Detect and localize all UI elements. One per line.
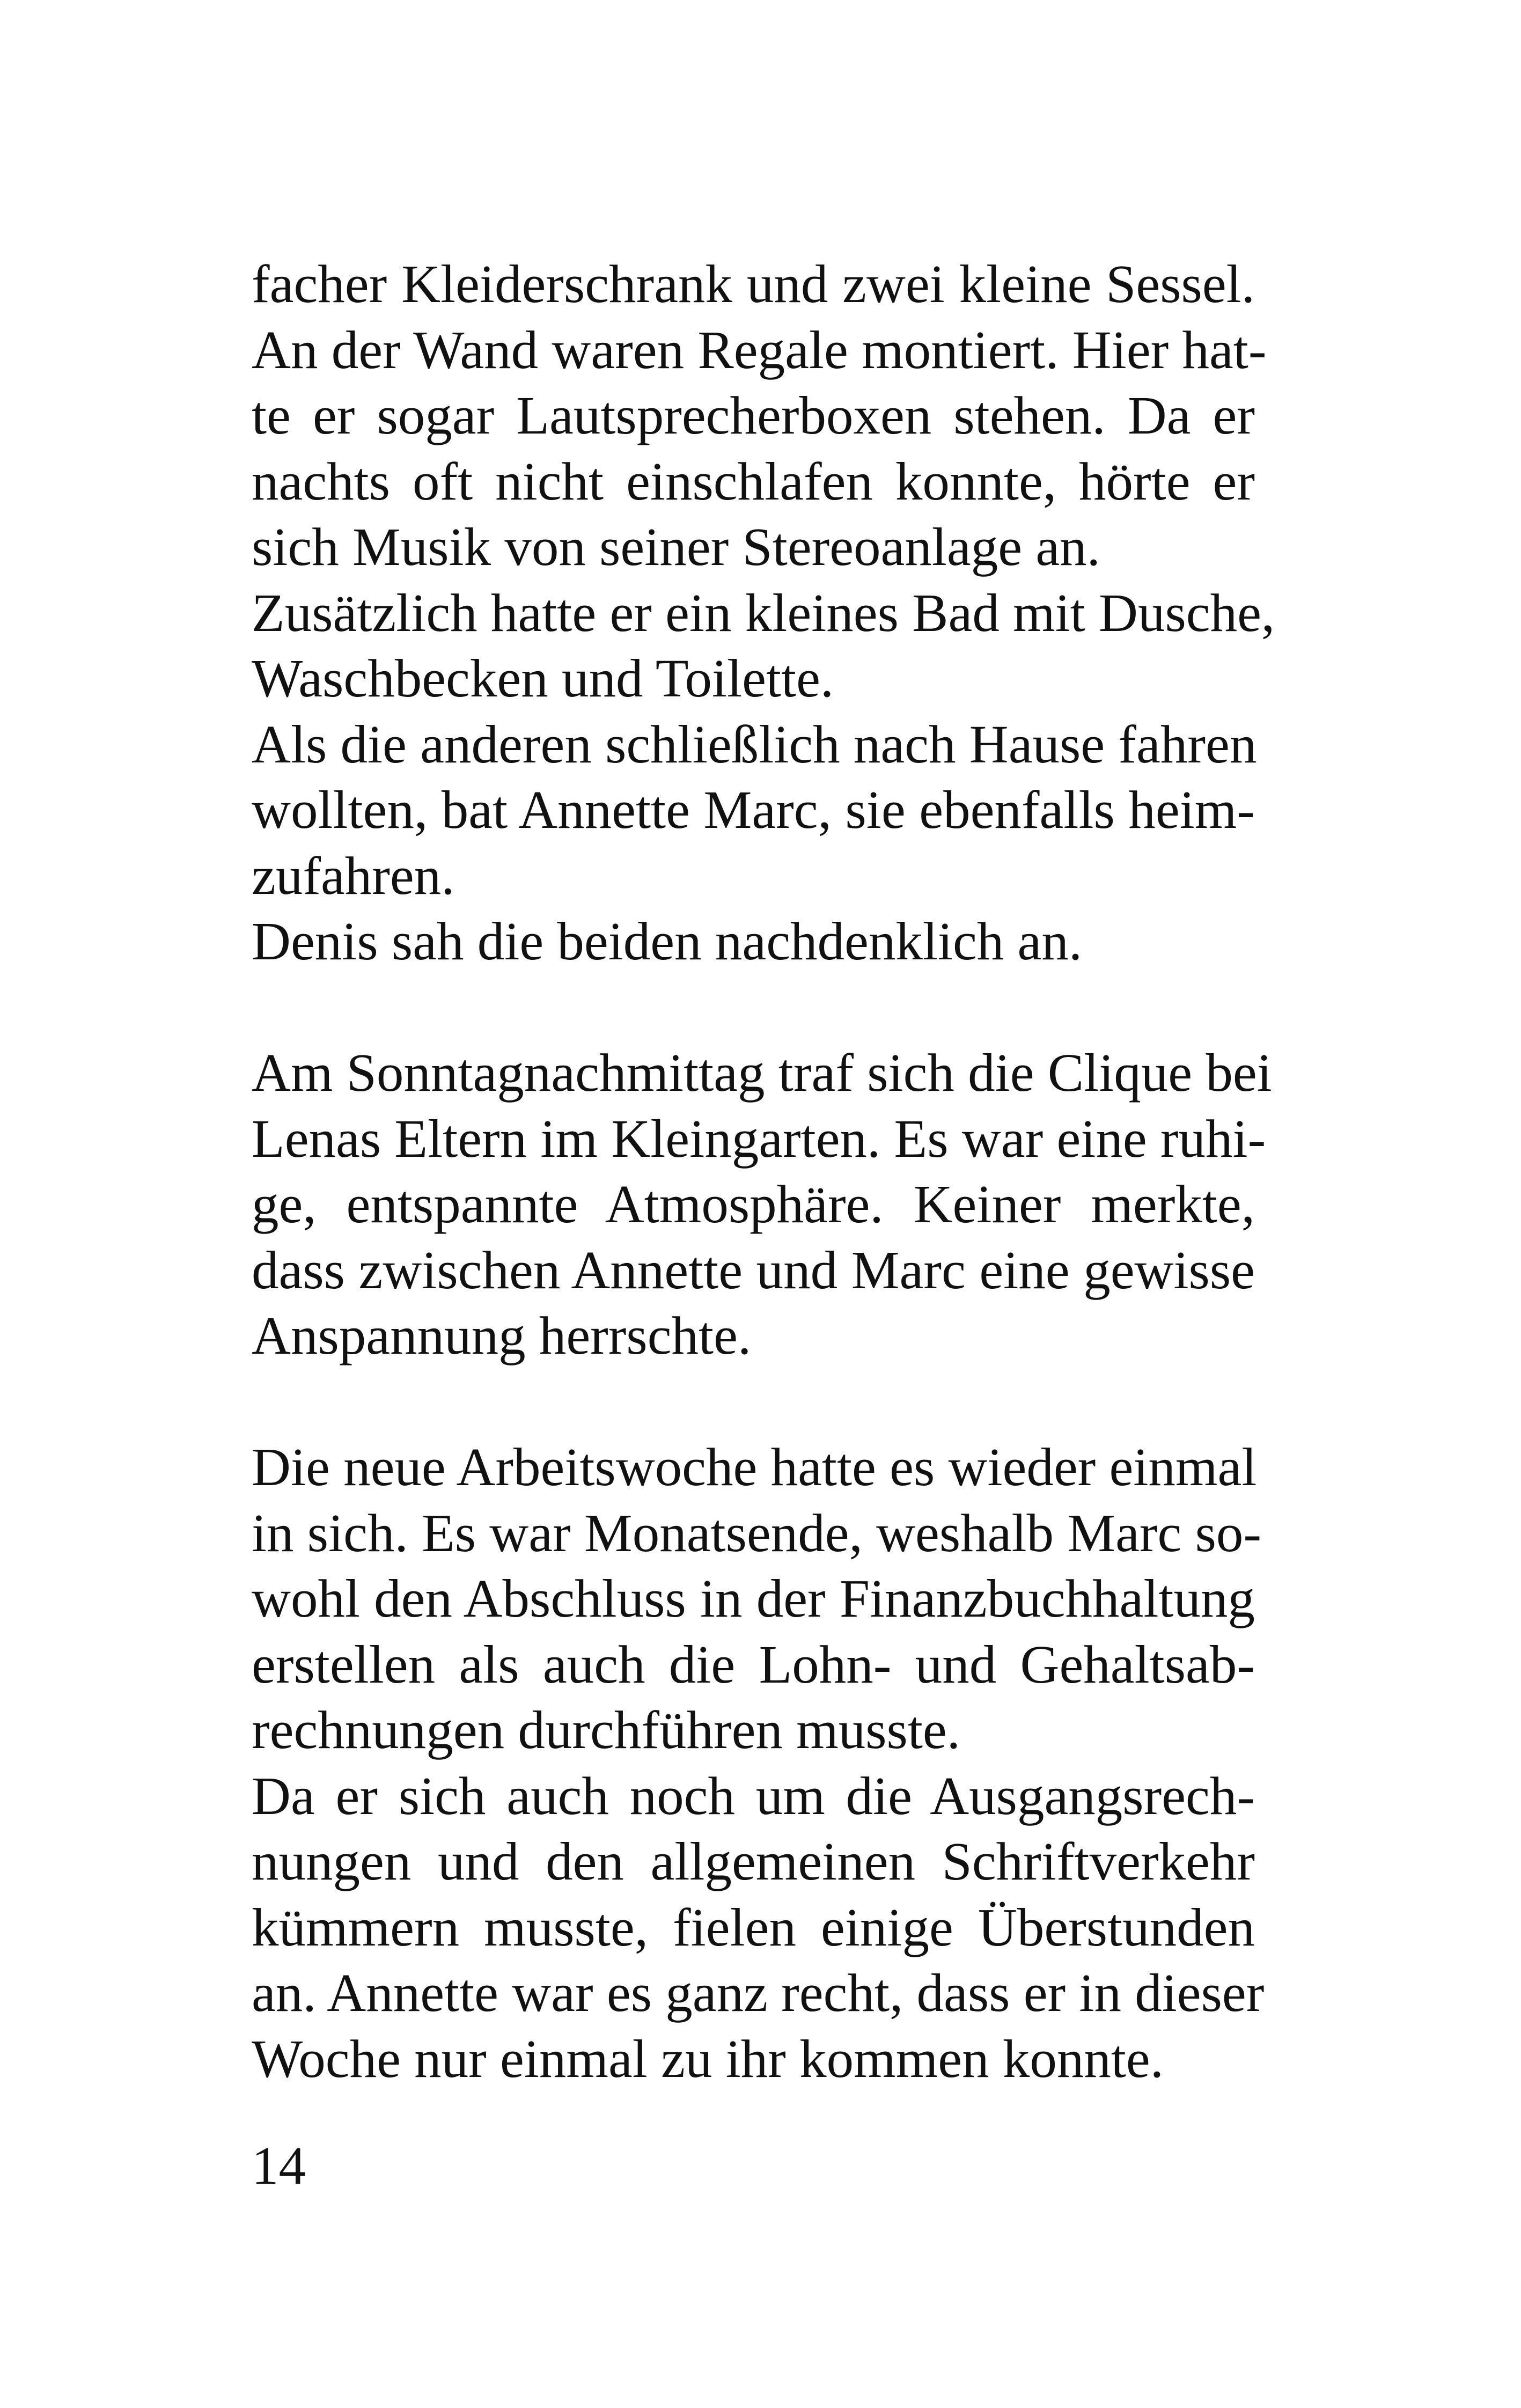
text-line: Woche nur einmal zu ihr kommen konnte. [252,2028,1164,2089]
text-line: sich Musik von seiner Stereoanlage an. [252,517,1100,577]
text-line: wollten, bat Annette Marc, sie ebenfalls heim- [252,780,1255,840]
text-line: te er sogar Lautsprecherboxen stehen. Da er [252,385,1255,445]
paragraph-gap [252,974,1255,1040]
text-line: wohl den Abschluss in der Finanzbuchhaltung [252,1568,1255,1628]
text-line: Denis sah die beiden nachdenklich an. [252,911,1083,971]
text-line: Zusätzlich hatte er ein kleines Bad mit Dusche, [252,582,1275,643]
text-line: An der Wand waren Regale montiert. Hier hat- [252,319,1267,380]
paragraph-gap [252,1369,1255,1435]
text-line: Die neue Arbeitswoche hatte es wieder einmal [252,1437,1257,1497]
page-number: 14 [252,2135,306,2196]
text-line: zufahren. [252,845,455,906]
text-line: rechnungen durchführen musste. [252,1700,960,1760]
text-line: an. Annette war es ganz recht, dass er in dieser [252,1963,1265,2023]
text-line: erstellen als auch die Lohn- und Gehaltsab- [252,1634,1255,1694]
text-line: facher Kleiderschrank und zwei kleine Sessel. [252,254,1255,314]
text-line: Als die anderen schließlich nach Hause fahren [252,714,1257,774]
text-line: Waschbecken und Toilette. [252,648,834,708]
text-line: dass zwischen Annette und Marc eine gewisse [252,1239,1255,1300]
text-line: kümmern musste, fielen einige Überstunden [252,1897,1255,1957]
text-line: Lenas Eltern im Kleingarten. Es war eine ruhi- [252,1108,1266,1169]
text-line: in sich. Es war Monatsende, weshalb Marc so- [252,1502,1262,1563]
text-line: Anspannung herrschte. [252,1305,752,1365]
text-line: nachts oft nicht einschlafen konnte, hörte er [252,451,1255,511]
text-line: Am Sonntagnachmittag traf sich die Clique bei [252,1043,1272,1103]
body-text [252,251,1275,2091]
text-line: Da er sich auch noch um die Ausgangsrech- [252,1765,1255,1826]
text-line: nungen und den allgemeinen Schriftverkehr [252,1831,1255,1891]
text-line: ge, entspannte Atmosphäre. Keiner merkte, [252,1174,1255,1234]
